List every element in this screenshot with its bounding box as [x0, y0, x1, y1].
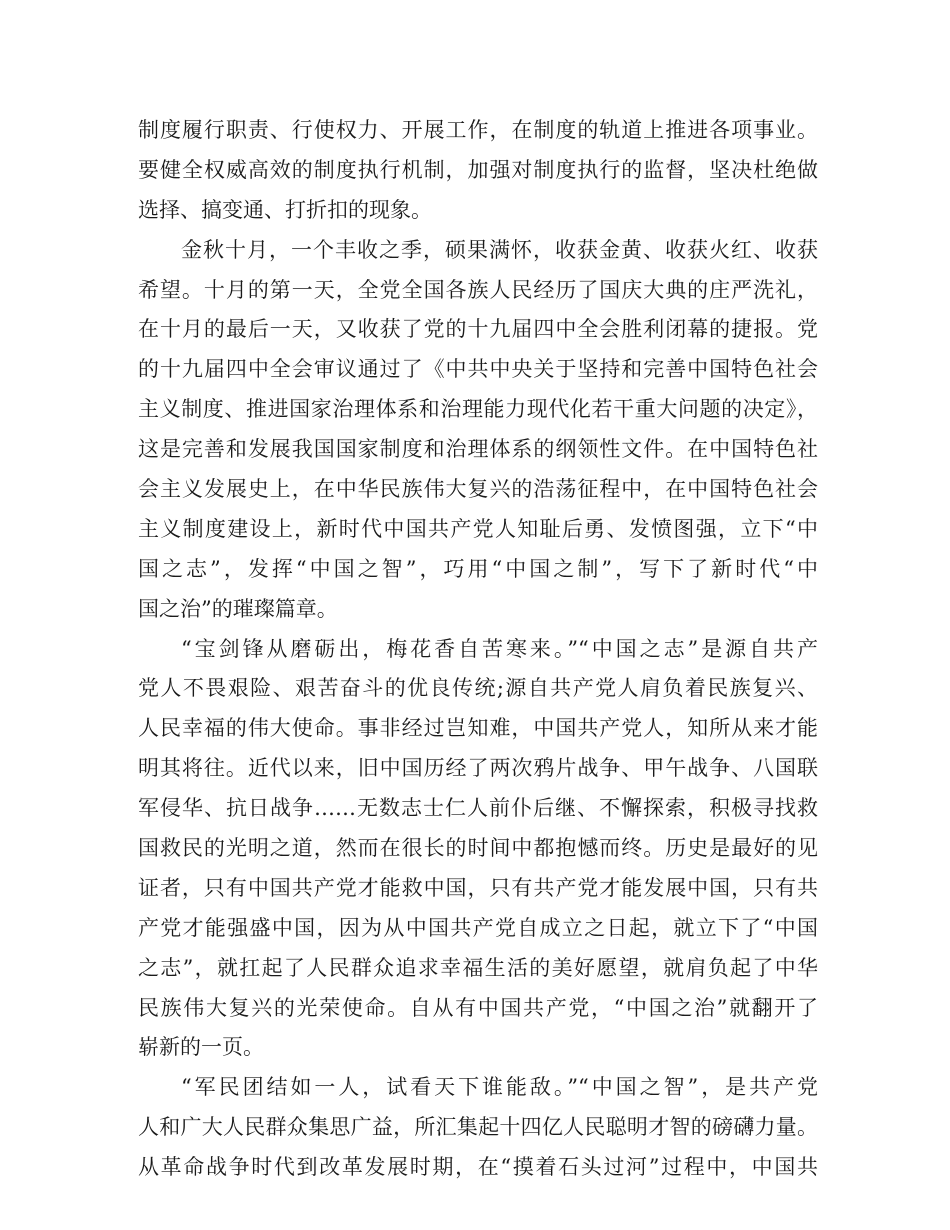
text-line: 金秋十月，一个丰收之季，硕果满怀，收获金黄、收获火红、收获	[181, 237, 818, 262]
text-line: 人民幸福的伟大使命。事非经过岂知难，中国共产党人，知所从来才能	[138, 716, 818, 741]
text-line: 党人不畏艰险、艰苦奋斗的优良传统;源自共产党人肩负着民族复兴、	[138, 676, 818, 701]
text-line: “宝剑锋从磨砺出，梅花香自苦寒来。”“中国之志”是源自共产	[181, 636, 818, 661]
text-line: 国之志”，发挥“中国之智”，巧用“中国之制”，写下了新时代“中	[138, 556, 818, 581]
text-line: 人和广大人民群众集思广益，所汇集起十四亿人民聪明才智的磅礴力量。	[138, 1115, 818, 1140]
text-line: 产党才能强盛中国，因为从中国共产党自成立之日起，就立下了“中国	[138, 915, 818, 940]
text-line: 在十月的最后一天，又收获了党的十九届四中全会胜利闭幕的捷报。党	[138, 317, 818, 342]
text-line: 会主义发展史上，在中华民族伟大复兴的浩荡征程中，在中国特色社会	[138, 477, 818, 502]
text-line: 制度履行职责、行使权力、开展工作，在制度的轨道上推进各项事业。	[138, 118, 818, 142]
text-line: 的十九届四中全会审议通过了《中共中央关于坚持和完善中国特色社会	[138, 357, 818, 382]
text-line: 从革命战争时代到改革发展时期，在“摸着石头过河”过程中，中国共	[138, 1155, 818, 1180]
text-line: 主义制度、推进国家治理体系和治理能力现代化若干重大问题的决定》，	[138, 397, 818, 422]
text-line: 民族伟大复兴的光荣使命。自从有中国共产党，“中国之治”就翻开了	[138, 995, 818, 1020]
text-line: 证者，只有中国共产党才能救中国，只有共产党才能发展中国，只有共	[138, 875, 818, 900]
text-line: “军民团结如一人，试看天下谁能敌。”“中国之智”，是共产党	[181, 1075, 818, 1100]
text-line: 要健全权威高效的制度执行机制，加强对制度执行的监督，坚决杜绝做	[138, 157, 818, 182]
text-line: 国救民的光明之道，然而在很长的时间中都抱憾而终。历史是最好的见	[138, 836, 818, 861]
text-line: 国之治”的璀璨篇章。	[138, 596, 338, 621]
body-text	[138, 111, 818, 1188]
text-line: 这是完善和发展我国国家制度和治理体系的纲领性文件。在中国特色社	[138, 437, 818, 462]
text-line: 希望。十月的第一天，全党全国各族人民经历了国庆大典的庄严洗礼，	[138, 277, 818, 302]
text-line: 明其将往。近代以来，旧中国历经了两次鸦片战争、甲午战争、八国联	[138, 756, 818, 781]
text-line: 主义制度建设上，新时代中国共产党人知耻后勇、发愤图强，立下“中	[138, 516, 818, 541]
text-line: 选择、搞变通、打折扣的现象。	[138, 197, 432, 222]
text-line: 崭新的一页。	[138, 1035, 264, 1060]
text-line: 之志”，就扛起了人民群众追求幸福生活的美好愿望，就肩负起了中华	[138, 955, 818, 980]
text-line: 军侵华、抗日战争……无数志士仁人前仆后继、不懈探索，积极寻找救	[138, 796, 818, 821]
